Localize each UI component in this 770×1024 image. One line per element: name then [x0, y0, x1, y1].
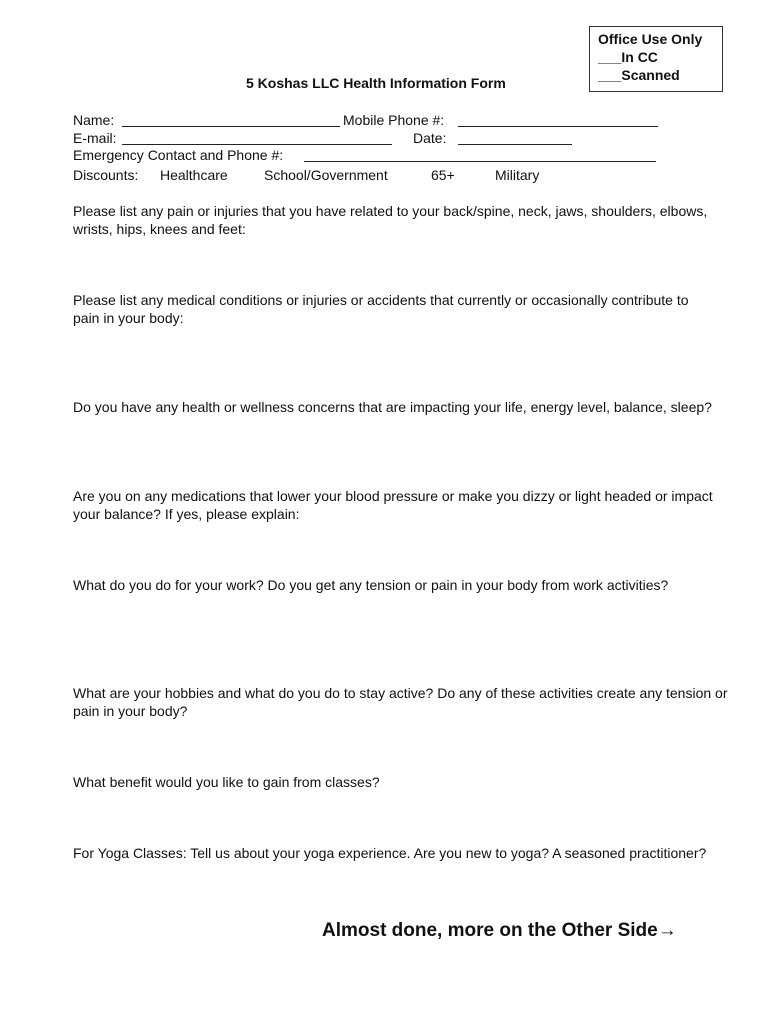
- discount-option-school-government[interactable]: School/Government: [264, 167, 388, 183]
- discount-option-65-plus[interactable]: 65+: [431, 167, 455, 183]
- footer-continue-note: Almost done, more on the Other Side→: [322, 920, 677, 941]
- form-title: 5 Koshas LLC Health Information Form: [246, 75, 506, 91]
- email-field[interactable]: [122, 144, 392, 145]
- question-yoga-experience: For Yoga Classes: Tell us about your yoga experience. Are you new to yoga? A seasoned practitioner?: [73, 845, 707, 861]
- name-field[interactable]: [122, 126, 340, 127]
- question-health-concerns: Do you have any health or wellness concerns that are impacting your life, energy level, balance, sleep?: [73, 399, 712, 415]
- office-scanned: ___Scanned: [598, 67, 680, 83]
- emergency-contact-label: Emergency Contact and Phone #:: [73, 147, 284, 163]
- question-medications: Are you on any medications that lower your blood pressure or make you dizzy or light headed or impact your balance? If yes, please explain:: [73, 488, 713, 522]
- question-medical-conditions: Please list any medical conditions or injuries or accidents that currently or occasionally contribute to pain in your body:: [73, 292, 689, 326]
- discounts-label: Discounts:: [73, 167, 139, 183]
- name-label: Name:: [73, 112, 115, 128]
- question-work: What do you do for your work? Do you get any tension or pain in your body from work activities?: [73, 577, 669, 593]
- office-use-title: Office Use Only: [598, 31, 703, 47]
- question-class-benefit: What benefit would you like to gain from classes?: [73, 774, 380, 790]
- question-pain-injuries: Please list any pain or injuries that you have related to your back/spine, neck, jaws, shoulders, elbows, wrists, hips, knees and feet:: [73, 203, 708, 237]
- mobile-phone-field[interactable]: [458, 126, 658, 127]
- office-in-cc: ___In CC: [598, 49, 658, 65]
- question-hobbies: What are your hobbies and what do you do to stay active? Do any of these activities create any tension or pain in your body?: [73, 685, 728, 719]
- mobile-phone-label: Mobile Phone #:: [343, 112, 445, 128]
- office-use-box: [589, 26, 723, 92]
- discount-option-military[interactable]: Military: [495, 167, 540, 183]
- email-label: E-mail:: [73, 130, 117, 146]
- date-field[interactable]: [458, 144, 572, 145]
- emergency-contact-field[interactable]: [304, 161, 656, 162]
- date-label: Date:: [413, 130, 447, 146]
- discount-option-healthcare[interactable]: Healthcare: [160, 167, 228, 183]
